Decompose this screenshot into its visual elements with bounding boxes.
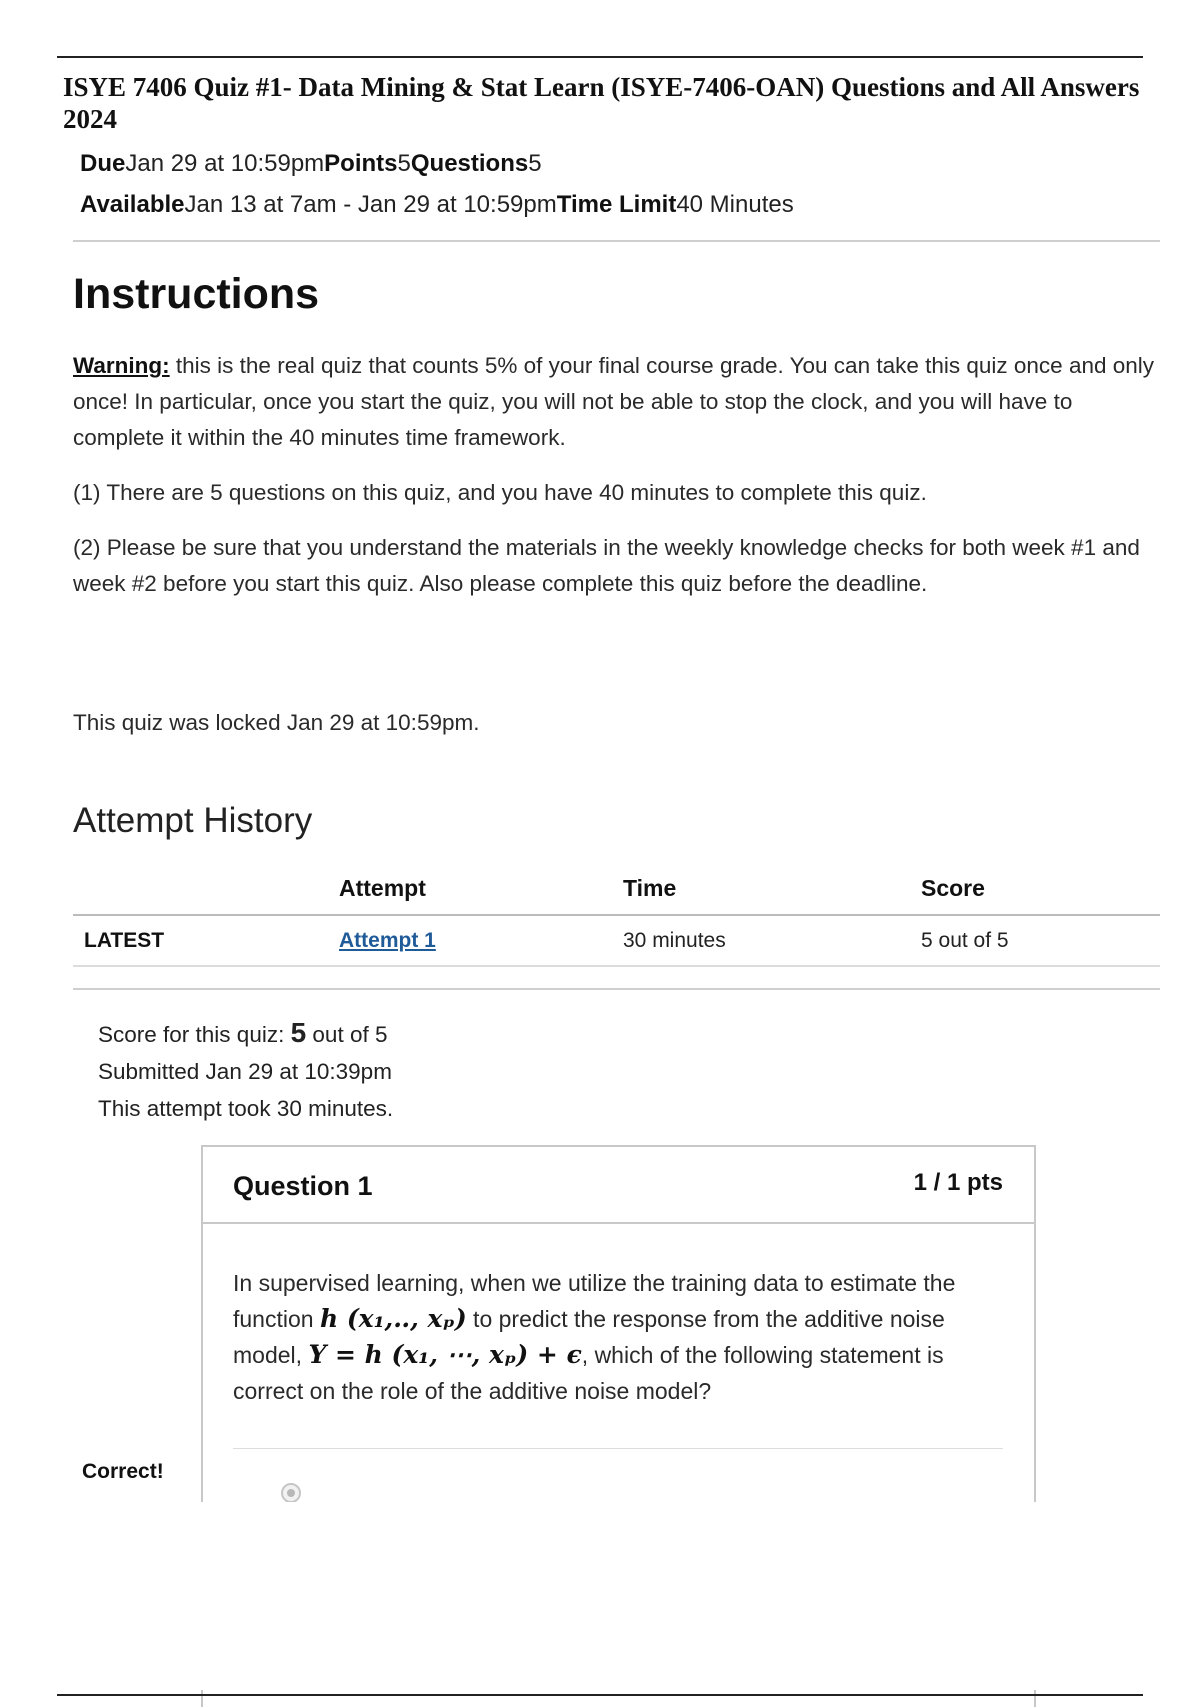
duration-line: This attempt took 30 minutes. xyxy=(98,1096,394,1121)
points-value: 5 xyxy=(397,150,411,177)
score-prefix: Score for this quiz: xyxy=(98,1022,291,1047)
table-row xyxy=(73,915,1160,966)
available-value: Jan 13 at 7am - Jan 29 at 10:59pm xyxy=(184,191,557,218)
page-blank-area xyxy=(0,1502,1200,1690)
attempt-time: 30 minutes xyxy=(623,915,921,966)
column-header-time: Time xyxy=(623,868,921,915)
points-label: Points xyxy=(324,150,398,177)
divider xyxy=(73,240,1160,242)
quiz-meta-row-1 xyxy=(80,150,542,178)
column-header-attempt: Attempt xyxy=(339,868,623,915)
locked-notice: This quiz was locked Jan 29 at 10:59pm. xyxy=(73,710,480,735)
column-header-score: Score xyxy=(921,868,1160,915)
quiz-meta-row-2 xyxy=(80,191,794,219)
question-text xyxy=(233,1265,1013,1409)
attempt-history-heading: Attempt History xyxy=(73,801,313,840)
function-formula: h (x₁,‥, xₚ) xyxy=(319,1304,467,1333)
question-header xyxy=(203,1147,1034,1224)
correct-label: Correct! xyxy=(82,1460,164,1483)
attempt-score: 5 out of 5 xyxy=(921,915,1160,966)
document-title: ISYE 7406 Quiz #1- Data Mining & Stat Learn (ISYE-7406-OAN) Questions and All Answers 2024 xyxy=(63,72,1140,134)
warning-text: this is the real quiz that counts 5% of your final course grade. You can take this quiz once and only once! In particular, once you start the quiz, you will not be able to stop the clock, and you will have to complete it within the 40 minutes time framework. xyxy=(73,353,1155,450)
question-title: Question 1 xyxy=(233,1171,373,1201)
attempt-link[interactable]: Attempt 1 xyxy=(339,928,436,952)
score-value: 5 xyxy=(290,1017,307,1048)
due-label: Due xyxy=(80,150,126,177)
warning-label: Warning: xyxy=(73,353,170,378)
available-label: Available xyxy=(80,191,185,218)
latest-tag: LATEST xyxy=(73,915,339,966)
quiz-score-line xyxy=(98,1017,387,1049)
bottom-rule xyxy=(57,1694,1143,1696)
attempt-history-table xyxy=(73,868,1160,967)
noise-model-formula: Y = h (x₁, ⋯, xₚ) + ϵ xyxy=(308,1340,582,1369)
instruction-point-2: (2) Please be sure that you understand the materials in the weekly knowledge checks for both week #1 and week #2 before you start this quiz. Also please complete this quiz before the deadline. xyxy=(73,535,1140,596)
column-header xyxy=(73,868,339,915)
score-suffix: out of 5 xyxy=(306,1022,388,1047)
answer-divider xyxy=(233,1448,1003,1449)
questions-value: 5 xyxy=(528,150,542,177)
table-header-row xyxy=(73,868,1160,915)
answer-radio[interactable] xyxy=(281,1483,301,1503)
question-text-part: , which of the following statement is correct on the role of the additive noise model? xyxy=(233,1342,944,1404)
question-points: 1 / 1 pts xyxy=(913,1169,1003,1196)
instructions-heading: Instructions xyxy=(73,270,320,318)
due-value: Jan 29 at 10:59pm xyxy=(125,150,325,177)
time-limit-value: 40 Minutes xyxy=(676,191,794,218)
question-text-part: In supervised learning, when we utilize the training data to estimate the function xyxy=(233,1270,956,1332)
top-rule xyxy=(57,56,1143,58)
warning-paragraph xyxy=(73,348,1163,456)
time-limit-label: Time Limit xyxy=(556,191,677,218)
instruction-point-1: (1) There are 5 questions on this quiz, and you have 40 minutes to complete this quiz. xyxy=(73,480,927,505)
divider xyxy=(73,988,1160,990)
submitted-line: Submitted Jan 29 at 10:39pm xyxy=(98,1059,392,1084)
questions-label: Questions xyxy=(410,150,529,177)
question-text-part: to predict the response from the additive noise model, xyxy=(233,1306,945,1368)
